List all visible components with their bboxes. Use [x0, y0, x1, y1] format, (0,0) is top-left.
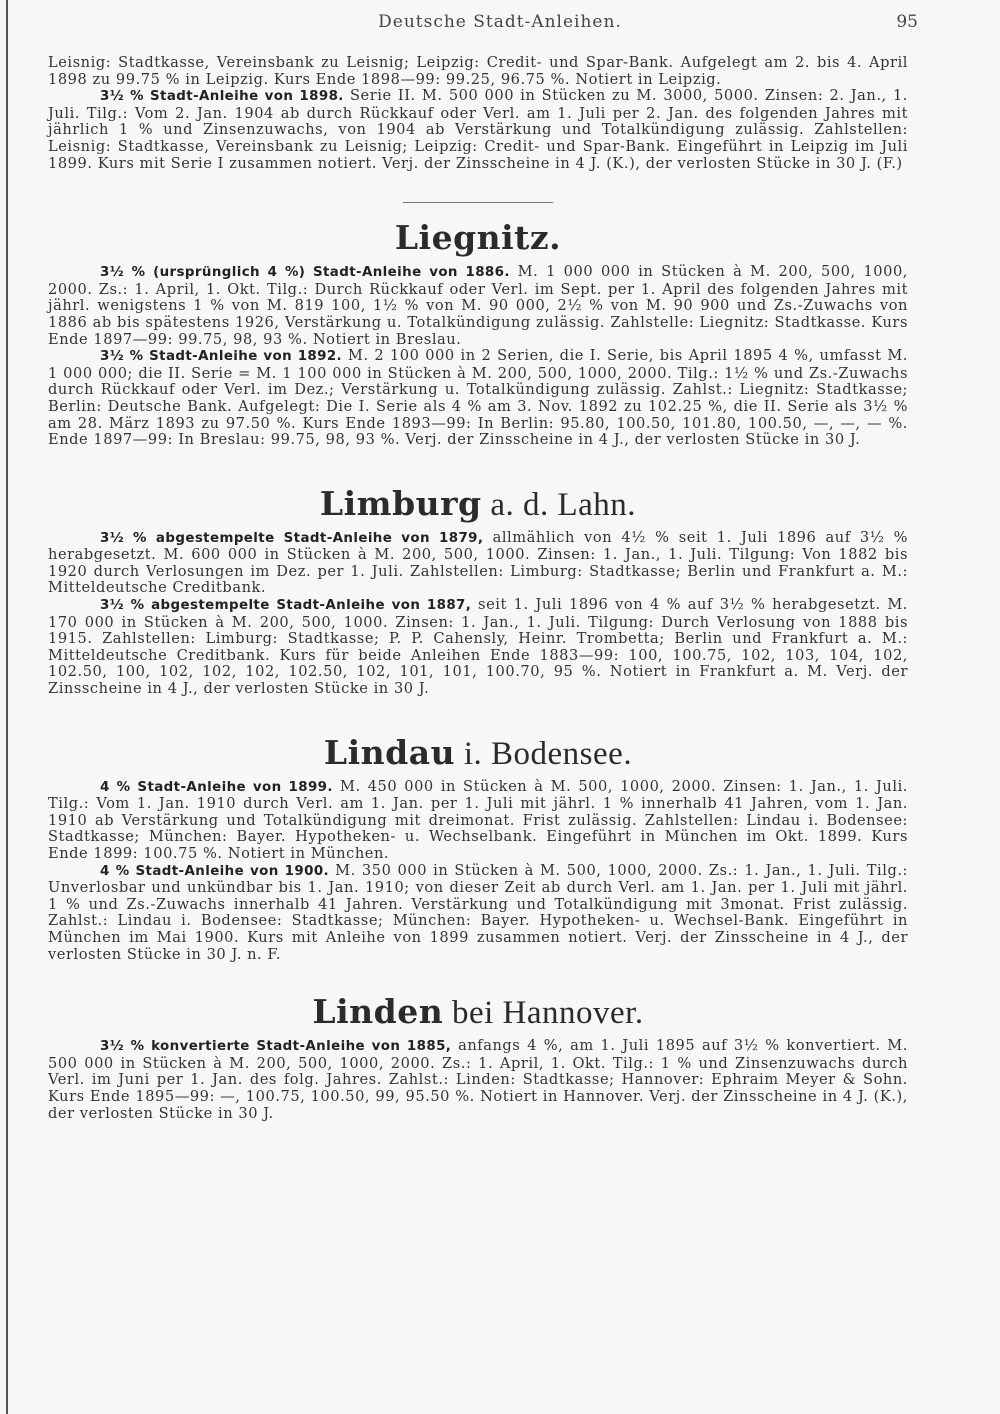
entry-text: M. 2 100 000 in 2 Serien, die I. Serie, bis April 1895 4 %, umfasst M. 1 000 000; die II. Serie = M. 1 100 000 in Stücken à M. 200, 500, 1000, 2000. Tilg.: 1½ % und Zs.-Zuwachs durch Rückkauf oder Verl. im Dez.; Verstärkung u. Totalkündigung zulässig. Zahlst.: Liegnitz: Stadtkasse; Berlin: Deutsche Bank. Aufgelegt: Die I. Serie als 4 % am 3. Nov. 1892 zu 102.25 %, die II. Serie als 3½ % am 28. März 1893 zu 97.50 %. Kurs Ende 1893—99: In Berlin: 95.80, 100.50, 101.80, 100.50, —, —, — %. Ende 1897—99: In Breslau: 99.75, 98, 93 %. Verj. der Zinsscheine in 4 J., der verlosten Stücke in 30 J.: [48, 347, 908, 449]
city-name: Limburg: [319, 483, 482, 523]
entry-lead: 3½ % (ursprünglich 4 %) Stadt-Anleihe von 1886.: [100, 265, 510, 281]
section-gap: [48, 963, 908, 993]
entry-lead: 4 % Stadt-Anleihe von 1899.: [100, 779, 333, 795]
loan-entry: [48, 348, 908, 449]
loan-entry: [48, 264, 908, 348]
city-name: Linden: [312, 992, 444, 1032]
city-heading-linden: [48, 993, 908, 1032]
entry-text: M. 450 000 in Stücken à M. 500, 1000, 2000. Zinsen: 1. Jan., 1. Juli. Tilg.: Vom 1. Jan. 1910 durch Verl. am 1. Jan. per 1. Juli mit jährl. 1 % innerhalb 41 Jahren, vom 1. Jan. 1910 ab Verstärkung und Totalkündigung mit dreimonat. Frist zulässig. Zahlstellen: Lindau i. Bodensee: Stadtkasse; München: Bayer. Hypotheken- u. Wechselbank. Eingeführt in München im Okt. 1899. Kurs Ende 1899: 100.75 %. Notiert in München.: [48, 777, 908, 862]
entry-text: anfangs 4 %, am 1. Juli 1895 auf 3½ % konvertiert. M. 500 000 in Stücken à M. 200, 500, 1000, 2000. Zs.: 1. April, 1. Okt. Tilg.: 1 % und Zinsenzuwachs durch Verl. im Juni per 1. Jan. des folg. Jahres. Zahlst.: Linden: Stadtkasse; Hannover: Ephraim Meyer & Sohn. Kurs Ende 1895—99: —, 100.75, 100.50, 99, 95.50 %. Notiert in Hannover. Verj. der Zinsscheine in 4 J. (K.), der verlosten Stücke in 30 J.: [48, 1037, 908, 1122]
entry-text: Serie II. M. 500 000 in Stücken zu M. 3000, 5000. Zinsen: 2. Jan., 1. Juli. Tilg.: Vom 2. Jan. 1904 ab durch Rückkauf oder Verl. am 1. Juli per 2. Jan. des folgenden Jahres mit jährlich 1 % und Zinsenzuwachs, von 1904 ab Verstärkung und Totalkündigung zulässig. Zahlstellen: Leisnig: Stadtkasse, Vereinsbank zu Leisnig; Leipzig: Credit- und Spar-Bank. Eingeführt in Leipzig im Juli 1899. Kurs mit Serie I zusammen notiert. Verj. der Zinsscheine in 4 J. (K.), der verlosten Stücke in 30 J. (F.): [48, 87, 908, 172]
city-heading-liegnitz: [48, 219, 908, 258]
entry-lead: 3½ % abgestempelte Stadt-Anleihe von 1887,: [100, 598, 472, 614]
section-gap: [48, 698, 908, 734]
entry-text: M. 350 000 in Stücken à M. 500, 1000, 2000. Zs.: 1. Jan., 1. Juli. Tilg.: Unverlosbar und unkündbar bis 1. Jan. 1910; von dieser Zeit ab durch Verl. am 1. Jan. per 1. Juli mit jährl. 1 % und Zs.-Zuwachs innerhalb 41 Jahren. Verstärkung und Totalkündigung mit 3monat. Frist zulässig. Zahlst.: Lindau i. Bodensee: Stadtkasse; München: Bayer. Hypotheken- u. Wechsel-Bank. Eingeführt in München im Mai 1900. Kurs mit Anleihe von 1899 zusammen notiert. Verj. der Zinsscheine in 4 J., der verlosten Stücke in 30 J. n. F.: [48, 861, 908, 963]
section-gap: [48, 449, 908, 485]
loan-entry: [48, 779, 908, 863]
entry-text: seit 1. Juli 1896 von 4 % auf 3½ % herabgesetzt. M. 170 000 in Stücken à M. 200, 500, 1000. Zinsen: 1. Jan., 1. Juli. Tilgung: Durch Verlosung von 1888 bis 1915. Zahlstellen: Limburg: Stadtkasse; P. P. Cahensly, Heinr. Trombetta; Berlin und Frankfurt a. M.: Mitteldeutsche Creditbank. Kurs für beide Anleihen Ende 1883—99: 100, 100.75, 102, 103, 104, 102, 102.50, 100, 102, 102, 102, 102.50, 102, 101, 101, 100.70, 95 %. Notiert in Frankfurt a. M. Verj. der Zinsscheine in 4 J., der verlosten Stücke in 30 J.: [48, 596, 908, 698]
entry-lead: 4 % Stadt-Anleihe von 1900.: [100, 863, 330, 879]
text-column: [48, 55, 908, 1122]
loan-entry: [48, 863, 908, 964]
entry-text: M. 1 000 000 in Stücken à M. 200, 500, 1000, 2000. Zs.: 1. April, 1. Okt. Tilg.: Durch Rückkauf oder Verl. im Sept. per 1. April des folgenden Jahres mit jährl. wenigstens 1 % von M. 819 100, 1½ % von M. 90 000, 2½ % von M. 90 900 und Zs.-Zuwachs von 1886 ab bis spätestens 1926, Verstärkung u. Totalkündigung zulässig. Zahlstelle: Liegnitz: Stadtkasse. Kurs Ende 1897—99: 99.75, 98, 93 %. Notiert in Breslau.: [48, 263, 908, 348]
city-suffix: bei Hannover.: [443, 995, 644, 1032]
scan-edge-line: [6, 0, 8, 1414]
entry-lead: 3½ % abgestempelte Stadt-Anleihe von 1879,: [100, 530, 484, 546]
city-heading-limburg: [48, 485, 908, 524]
section-rule: [403, 202, 553, 203]
city-name: Lindau: [323, 732, 456, 772]
city-suffix: a. d. Lahn.: [481, 486, 637, 523]
entry-lead: 3½ % konvertierte Stadt-Anleihe von 1885,: [100, 1039, 452, 1055]
loan-entry: [48, 597, 908, 698]
entry-lead: 3½ % Stadt-Anleihe von 1892.: [100, 349, 343, 365]
running-title: Deutsche Stadt-Anleihen.: [378, 12, 622, 32]
running-head: [0, 12, 1000, 36]
city-suffix: i. Bodensee.: [455, 735, 633, 772]
city-heading-lindau: [48, 734, 908, 773]
page-number: 95: [896, 12, 918, 32]
intro-entry: [48, 88, 908, 172]
loan-entry: [48, 1038, 908, 1122]
loan-entry: [48, 530, 908, 597]
city-name: Liegnitz.: [394, 218, 562, 258]
intro-paragraph: Leisnig: Stadtkasse, Vereinsbank zu Leisnig; Leipzig: Credit- und Spar-Bank. Aufgelegt am 2. bis 4. April 1898 zu 99.75 % in Leipzig. Kurs Ende 1898—99: 99.25, 96.75 %. Notiert in Leipzig.: [48, 54, 908, 88]
entry-text: allmählich von 4½ % seit 1. Juli 1896 auf 3½ % herabgesetzt. M. 600 000 in Stücken à M. 200, 500, 1000. Zinsen: 1. Jan., 1. Juli. Tilgung: Von 1882 bis 1920 durch Verlosungen im Dez. per 1. Juli. Zahlstellen: Limburg: Stadtkasse; Berlin und Frankfurt a. M.: Mitteldeutsche Creditbank.: [48, 528, 908, 597]
entry-lead: 3½ % Stadt-Anleihe von 1898.: [100, 89, 344, 105]
